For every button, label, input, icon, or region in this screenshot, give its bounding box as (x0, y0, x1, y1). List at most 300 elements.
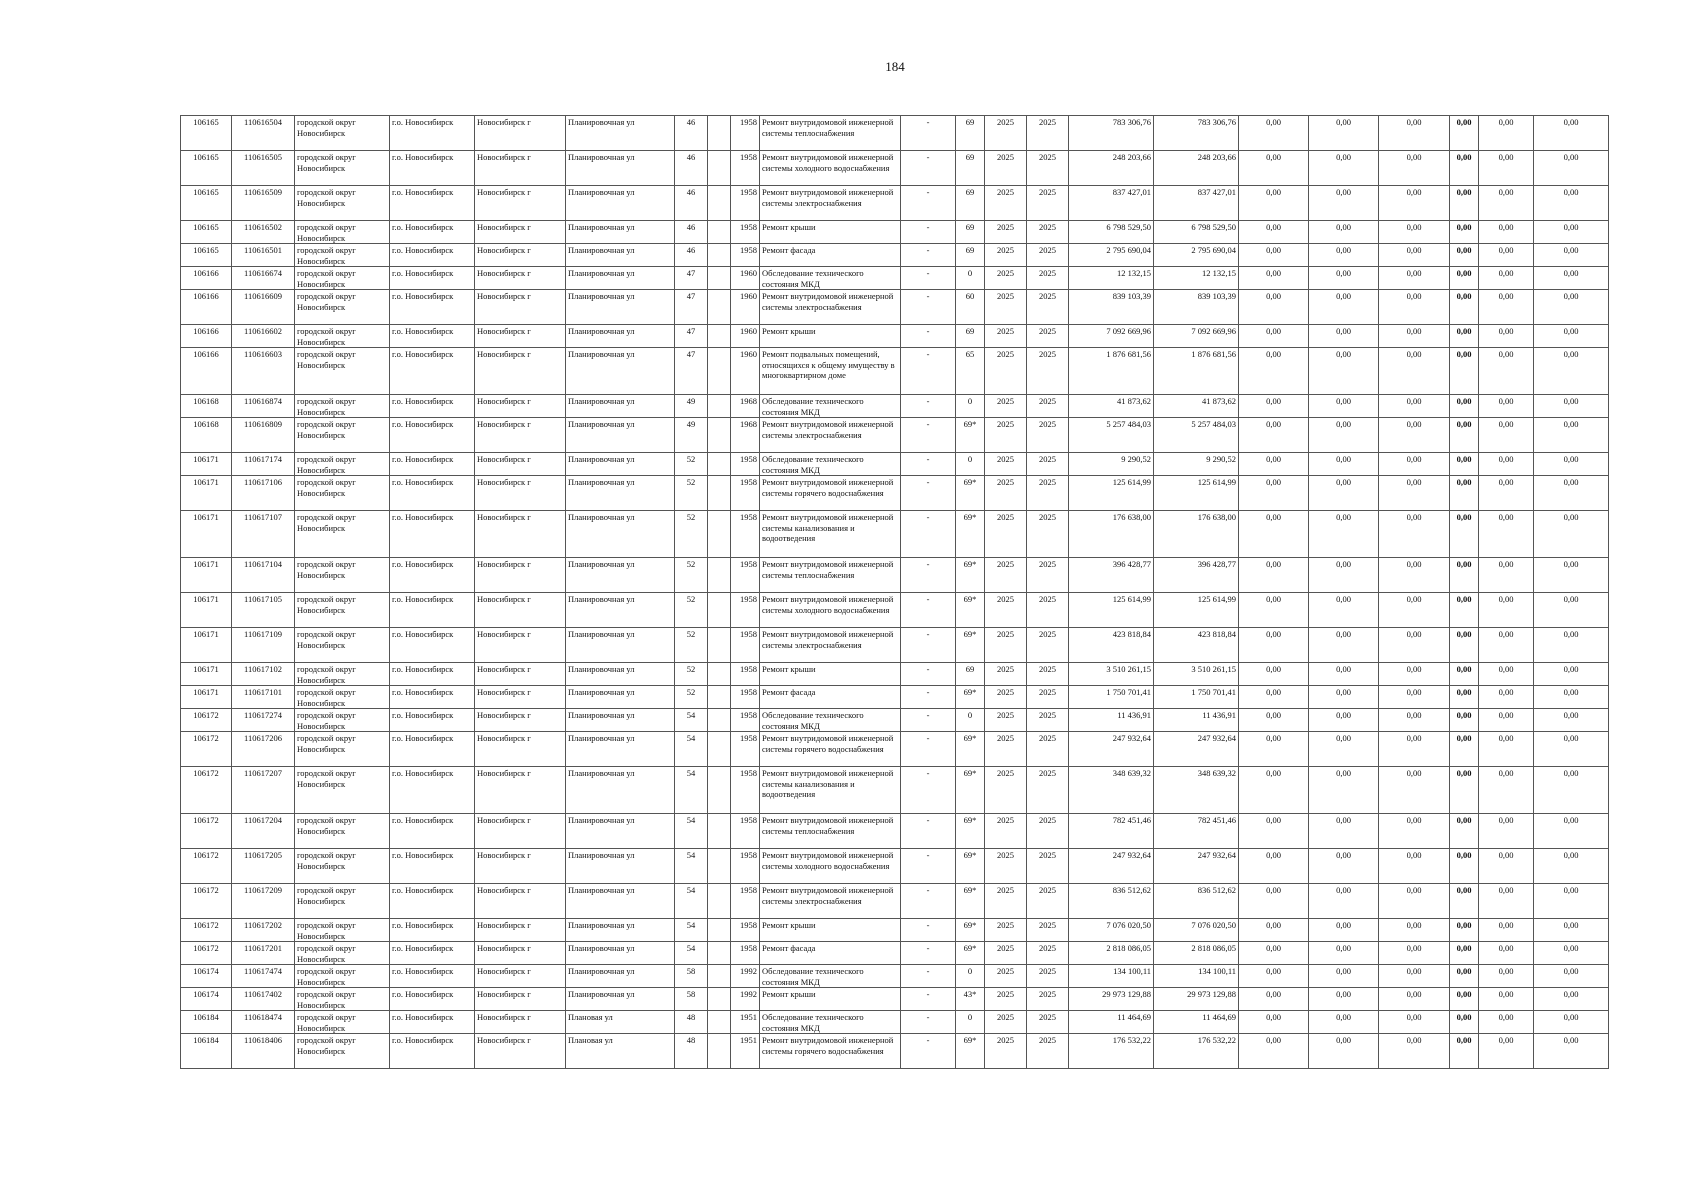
cell-work-type: Ремонт крыши (760, 919, 901, 942)
cell-value-6: 0,00 (1534, 732, 1609, 767)
cell-value-1: 0,00 (1239, 593, 1309, 628)
cell-dash: - (901, 186, 956, 221)
cell-fund-cost: 41 873,62 (1154, 395, 1239, 418)
cell-build-year: 1960 (731, 290, 760, 325)
cell-house-number: 47 (675, 290, 708, 325)
cell-district: г.о. Новосибирск (390, 709, 475, 732)
cell-build-year: 1958 (731, 511, 760, 558)
cell-fund-cost: 125 614,99 (1154, 593, 1239, 628)
cell-value-4: 0,00 (1450, 418, 1479, 453)
table-row (181, 1011, 1609, 1034)
cell-city: Новосибирск г (475, 965, 566, 988)
cell-work-code: 110617205 (232, 849, 295, 884)
cell-municipality: городской округ Новосибирск (295, 965, 390, 988)
cell-year-start: 2025 (985, 325, 1027, 348)
cell-building (708, 290, 731, 325)
cell-build-year: 1958 (731, 814, 760, 849)
cell-municipality: городской округ Новосибирск (295, 290, 390, 325)
cell-fund-cost: 1 876 681,56 (1154, 348, 1239, 395)
cell-value-6: 0,00 (1534, 884, 1609, 919)
cell-total-cost: 134 100,11 (1069, 965, 1154, 988)
cell-house-id: 106165 (181, 116, 232, 151)
cell-build-year: 1958 (731, 558, 760, 593)
cell-year-end: 2025 (1027, 511, 1069, 558)
cell-build-year: 1958 (731, 663, 760, 686)
cell-norm: 69 (956, 221, 985, 244)
cell-value-5: 0,00 (1479, 151, 1534, 186)
cell-work-type: Обследование технического состояния МКД (760, 267, 901, 290)
cell-total-cost: 2 818 086,05 (1069, 942, 1154, 965)
cell-dash: - (901, 476, 956, 511)
cell-city: Новосибирск г (475, 884, 566, 919)
cell-year-start: 2025 (985, 395, 1027, 418)
table-row (181, 151, 1609, 186)
cell-fund-cost: 12 132,15 (1154, 267, 1239, 290)
cell-city: Новосибирск г (475, 593, 566, 628)
cell-value-5: 0,00 (1479, 1011, 1534, 1034)
cell-house-number: 52 (675, 686, 708, 709)
cell-city: Новосибирск г (475, 221, 566, 244)
cell-street: Планировочная ул (566, 511, 675, 558)
cell-dash: - (901, 849, 956, 884)
cell-norm: 0 (956, 453, 985, 476)
cell-work-type: Ремонт подвальных помещений, относящихся к общему имуществу в многоквартирном доме (760, 348, 901, 395)
cell-house-id: 106172 (181, 849, 232, 884)
cell-city: Новосибирск г (475, 244, 566, 267)
cell-build-year: 1958 (731, 732, 760, 767)
cell-street: Планировочная ул (566, 942, 675, 965)
cell-house-number: 54 (675, 732, 708, 767)
cell-fund-cost: 2 818 086,05 (1154, 942, 1239, 965)
cell-value-2: 0,00 (1309, 686, 1379, 709)
cell-build-year: 1958 (731, 116, 760, 151)
cell-year-end: 2025 (1027, 244, 1069, 267)
cell-value-3: 0,00 (1379, 453, 1450, 476)
cell-value-4: 0,00 (1450, 267, 1479, 290)
cell-value-4: 0,00 (1450, 628, 1479, 663)
cell-value-4: 0,00 (1450, 663, 1479, 686)
cell-build-year: 1958 (731, 476, 760, 511)
cell-municipality: городской округ Новосибирск (295, 267, 390, 290)
cell-fund-cost: 837 427,01 (1154, 186, 1239, 221)
cell-work-type: Ремонт внутридомовой инженерной системы теплоснабжения (760, 558, 901, 593)
cell-district: г.о. Новосибирск (390, 919, 475, 942)
cell-year-end: 2025 (1027, 186, 1069, 221)
cell-value-3: 0,00 (1379, 849, 1450, 884)
cell-street: Планировочная ул (566, 709, 675, 732)
cell-dash: - (901, 1011, 956, 1034)
cell-value-1: 0,00 (1239, 348, 1309, 395)
cell-work-type: Ремонт внутридомовой инженерной системы горячего водоснабжения (760, 732, 901, 767)
cell-value-3: 0,00 (1379, 1034, 1450, 1069)
cell-value-1: 0,00 (1239, 511, 1309, 558)
cell-value-5: 0,00 (1479, 709, 1534, 732)
cell-work-type: Ремонт внутридомовой инженерной системы электроснабжения (760, 418, 901, 453)
table-row (181, 767, 1609, 814)
cell-house-id: 106165 (181, 186, 232, 221)
cell-dash: - (901, 1034, 956, 1069)
cell-district: г.о. Новосибирск (390, 558, 475, 593)
cell-building (708, 116, 731, 151)
cell-municipality: городской округ Новосибирск (295, 628, 390, 663)
cell-year-start: 2025 (985, 709, 1027, 732)
cell-total-cost: 1 876 681,56 (1069, 348, 1154, 395)
cell-city: Новосибирск г (475, 709, 566, 732)
cell-work-code: 110616502 (232, 221, 295, 244)
cell-year-end: 2025 (1027, 593, 1069, 628)
cell-building (708, 849, 731, 884)
cell-building (708, 221, 731, 244)
cell-value-2: 0,00 (1309, 732, 1379, 767)
cell-value-5: 0,00 (1479, 732, 1534, 767)
cell-value-2: 0,00 (1309, 767, 1379, 814)
table-row (181, 814, 1609, 849)
cell-street: Планировочная ул (566, 221, 675, 244)
cell-value-1: 0,00 (1239, 116, 1309, 151)
cell-street: Планировочная ул (566, 919, 675, 942)
cell-year-start: 2025 (985, 942, 1027, 965)
cell-house-id: 106165 (181, 244, 232, 267)
cell-year-start: 2025 (985, 244, 1027, 267)
cell-total-cost: 176 638,00 (1069, 511, 1154, 558)
cell-year-end: 2025 (1027, 663, 1069, 686)
cell-district: г.о. Новосибирск (390, 395, 475, 418)
cell-building (708, 628, 731, 663)
cell-year-end: 2025 (1027, 476, 1069, 511)
cell-house-number: 47 (675, 325, 708, 348)
cell-value-1: 0,00 (1239, 884, 1309, 919)
cell-municipality: городской округ Новосибирск (295, 942, 390, 965)
cell-norm: 69* (956, 814, 985, 849)
cell-norm: 69* (956, 628, 985, 663)
cell-city: Новосибирск г (475, 628, 566, 663)
cell-district: г.о. Новосибирск (390, 942, 475, 965)
table-row (181, 919, 1609, 942)
cell-value-1: 0,00 (1239, 686, 1309, 709)
cell-year-end: 2025 (1027, 965, 1069, 988)
cell-value-6: 0,00 (1534, 348, 1609, 395)
cell-building (708, 151, 731, 186)
cell-city: Новосибирск г (475, 151, 566, 186)
cell-street: Планировочная ул (566, 558, 675, 593)
cell-house-number: 58 (675, 988, 708, 1011)
cell-norm: 69* (956, 942, 985, 965)
cell-house-id: 106171 (181, 686, 232, 709)
cell-year-end: 2025 (1027, 686, 1069, 709)
cell-building (708, 593, 731, 628)
cell-value-3: 0,00 (1379, 663, 1450, 686)
cell-city: Новосибирск г (475, 395, 566, 418)
cell-street: Планировочная ул (566, 151, 675, 186)
cell-value-3: 0,00 (1379, 767, 1450, 814)
cell-norm: 69* (956, 686, 985, 709)
table-body (181, 116, 1609, 1069)
cell-house-number: 54 (675, 942, 708, 965)
cell-value-2: 0,00 (1309, 849, 1379, 884)
cell-building (708, 325, 731, 348)
cell-municipality: городской округ Новосибирск (295, 884, 390, 919)
cell-house-number: 47 (675, 267, 708, 290)
cell-year-start: 2025 (985, 767, 1027, 814)
cell-value-2: 0,00 (1309, 267, 1379, 290)
cell-value-2: 0,00 (1309, 418, 1379, 453)
table-row (181, 965, 1609, 988)
cell-value-1: 0,00 (1239, 221, 1309, 244)
cell-street: Планировочная ул (566, 418, 675, 453)
table-row (181, 511, 1609, 558)
cell-municipality: городской округ Новосибирск (295, 1034, 390, 1069)
table-row (181, 709, 1609, 732)
cell-value-1: 0,00 (1239, 988, 1309, 1011)
cell-value-5: 0,00 (1479, 884, 1534, 919)
cell-value-1: 0,00 (1239, 151, 1309, 186)
cell-value-3: 0,00 (1379, 290, 1450, 325)
cell-norm: 69* (956, 1034, 985, 1069)
cell-dash: - (901, 348, 956, 395)
cell-work-code: 110617202 (232, 919, 295, 942)
cell-city: Новосибирск г (475, 290, 566, 325)
cell-value-6: 0,00 (1534, 418, 1609, 453)
cell-work-type: Обследование технического состояния МКД (760, 709, 901, 732)
cell-norm: 69 (956, 186, 985, 221)
cell-year-end: 2025 (1027, 709, 1069, 732)
cell-value-4: 0,00 (1450, 767, 1479, 814)
cell-build-year: 1951 (731, 1011, 760, 1034)
cell-value-4: 0,00 (1450, 849, 1479, 884)
cell-dash: - (901, 558, 956, 593)
cell-work-code: 110617201 (232, 942, 295, 965)
cell-fund-cost: 2 795 690,04 (1154, 244, 1239, 267)
cell-house-number: 52 (675, 663, 708, 686)
cell-norm: 65 (956, 348, 985, 395)
cell-total-cost: 29 973 129,88 (1069, 988, 1154, 1011)
cell-value-4: 0,00 (1450, 325, 1479, 348)
capital-repair-table-container (180, 115, 1608, 1069)
cell-work-type: Ремонт внутридомовой инженерной системы электроснабжения (760, 290, 901, 325)
cell-work-code: 110617174 (232, 453, 295, 476)
cell-dash: - (901, 593, 956, 628)
cell-value-3: 0,00 (1379, 476, 1450, 511)
cell-value-4: 0,00 (1450, 686, 1479, 709)
cell-building (708, 267, 731, 290)
cell-value-6: 0,00 (1534, 151, 1609, 186)
cell-fund-cost: 247 932,64 (1154, 732, 1239, 767)
cell-building (708, 663, 731, 686)
cell-value-2: 0,00 (1309, 244, 1379, 267)
cell-work-type: Ремонт внутридомовой инженерной системы холодного водоснабжения (760, 593, 901, 628)
cell-house-id: 106166 (181, 290, 232, 325)
cell-value-1: 0,00 (1239, 1011, 1309, 1034)
cell-dash: - (901, 686, 956, 709)
cell-building (708, 767, 731, 814)
cell-value-6: 0,00 (1534, 244, 1609, 267)
cell-municipality: городской округ Новосибирск (295, 919, 390, 942)
cell-value-2: 0,00 (1309, 476, 1379, 511)
cell-norm: 0 (956, 965, 985, 988)
cell-fund-cost: 7 092 669,96 (1154, 325, 1239, 348)
cell-value-1: 0,00 (1239, 476, 1309, 511)
cell-city: Новосибирск г (475, 814, 566, 849)
cell-total-cost: 125 614,99 (1069, 476, 1154, 511)
cell-norm: 69 (956, 325, 985, 348)
cell-dash: - (901, 325, 956, 348)
cell-house-id: 106165 (181, 151, 232, 186)
page-number: 184 (885, 59, 905, 74)
cell-value-5: 0,00 (1479, 348, 1534, 395)
cell-value-5: 0,00 (1479, 325, 1534, 348)
cell-street: Планировочная ул (566, 267, 675, 290)
cell-city: Новосибирск г (475, 663, 566, 686)
cell-work-code: 110617402 (232, 988, 295, 1011)
cell-municipality: городской округ Новосибирск (295, 348, 390, 395)
cell-value-5: 0,00 (1479, 965, 1534, 988)
cell-house-id: 106168 (181, 395, 232, 418)
cell-value-2: 0,00 (1309, 453, 1379, 476)
cell-district: г.о. Новосибирск (390, 244, 475, 267)
cell-total-cost: 11 464,69 (1069, 1011, 1154, 1034)
cell-fund-cost: 396 428,77 (1154, 558, 1239, 593)
cell-city: Новосибирск г (475, 453, 566, 476)
cell-work-code: 110618406 (232, 1034, 295, 1069)
cell-value-5: 0,00 (1479, 558, 1534, 593)
cell-total-cost: 2 795 690,04 (1069, 244, 1154, 267)
cell-work-type: Ремонт крыши (760, 221, 901, 244)
cell-value-1: 0,00 (1239, 186, 1309, 221)
cell-work-code: 110616505 (232, 151, 295, 186)
cell-value-6: 0,00 (1534, 663, 1609, 686)
cell-norm: 0 (956, 1011, 985, 1034)
cell-house-number: 48 (675, 1011, 708, 1034)
cell-value-2: 0,00 (1309, 511, 1379, 558)
cell-build-year: 1960 (731, 348, 760, 395)
table-row (181, 395, 1609, 418)
cell-value-6: 0,00 (1534, 919, 1609, 942)
cell-fund-cost: 3 510 261,15 (1154, 663, 1239, 686)
cell-house-number: 48 (675, 1034, 708, 1069)
cell-building (708, 418, 731, 453)
cell-value-5: 0,00 (1479, 919, 1534, 942)
cell-norm: 69 (956, 663, 985, 686)
cell-value-6: 0,00 (1534, 186, 1609, 221)
cell-total-cost: 7 076 020,50 (1069, 919, 1154, 942)
cell-city: Новосибирск г (475, 476, 566, 511)
cell-value-6: 0,00 (1534, 709, 1609, 732)
table-row (181, 628, 1609, 663)
cell-total-cost: 839 103,39 (1069, 290, 1154, 325)
cell-value-5: 0,00 (1479, 476, 1534, 511)
cell-year-end: 2025 (1027, 116, 1069, 151)
cell-value-2: 0,00 (1309, 151, 1379, 186)
cell-build-year: 1958 (731, 628, 760, 663)
cell-municipality: городской округ Новосибирск (295, 221, 390, 244)
cell-total-cost: 7 092 669,96 (1069, 325, 1154, 348)
cell-work-type: Ремонт крыши (760, 663, 901, 686)
cell-year-start: 2025 (985, 686, 1027, 709)
cell-municipality: городской округ Новосибирск (295, 663, 390, 686)
cell-value-3: 0,00 (1379, 186, 1450, 221)
cell-value-5: 0,00 (1479, 511, 1534, 558)
cell-fund-cost: 836 512,62 (1154, 884, 1239, 919)
cell-total-cost: 125 614,99 (1069, 593, 1154, 628)
cell-value-5: 0,00 (1479, 395, 1534, 418)
cell-building (708, 988, 731, 1011)
cell-year-start: 2025 (985, 593, 1027, 628)
cell-dash: - (901, 814, 956, 849)
cell-dash: - (901, 663, 956, 686)
cell-value-4: 0,00 (1450, 244, 1479, 267)
cell-fund-cost: 11 436,91 (1154, 709, 1239, 732)
cell-value-1: 0,00 (1239, 942, 1309, 965)
cell-work-code: 110616501 (232, 244, 295, 267)
cell-work-type: Ремонт внутридомовой инженерной системы горячего водоснабжения (760, 476, 901, 511)
table-row (181, 476, 1609, 511)
cell-dash: - (901, 244, 956, 267)
cell-house-id: 106166 (181, 325, 232, 348)
cell-city: Новосибирск г (475, 1011, 566, 1034)
cell-work-code: 110616874 (232, 395, 295, 418)
cell-year-start: 2025 (985, 628, 1027, 663)
table-row (181, 221, 1609, 244)
cell-municipality: городской округ Новосибирск (295, 593, 390, 628)
cell-work-type: Обследование технического состояния МКД (760, 395, 901, 418)
cell-house-id: 106172 (181, 814, 232, 849)
cell-house-number: 49 (675, 418, 708, 453)
cell-value-4: 0,00 (1450, 511, 1479, 558)
cell-year-end: 2025 (1027, 325, 1069, 348)
cell-house-id: 106166 (181, 267, 232, 290)
cell-municipality: городской округ Новосибирск (295, 732, 390, 767)
cell-district: г.о. Новосибирск (390, 348, 475, 395)
table-row (181, 558, 1609, 593)
cell-build-year: 1958 (731, 942, 760, 965)
cell-value-3: 0,00 (1379, 732, 1450, 767)
cell-house-number: 52 (675, 476, 708, 511)
cell-value-2: 0,00 (1309, 942, 1379, 965)
table-row (181, 325, 1609, 348)
cell-house-id: 106165 (181, 221, 232, 244)
cell-building (708, 511, 731, 558)
cell-district: г.о. Новосибирск (390, 453, 475, 476)
cell-value-2: 0,00 (1309, 186, 1379, 221)
cell-value-1: 0,00 (1239, 290, 1309, 325)
cell-year-end: 2025 (1027, 453, 1069, 476)
cell-value-3: 0,00 (1379, 511, 1450, 558)
table-row (181, 593, 1609, 628)
cell-value-6: 0,00 (1534, 767, 1609, 814)
cell-house-id: 106171 (181, 453, 232, 476)
cell-norm: 69* (956, 593, 985, 628)
cell-value-3: 0,00 (1379, 686, 1450, 709)
cell-value-2: 0,00 (1309, 884, 1379, 919)
cell-build-year: 1958 (731, 709, 760, 732)
cell-build-year: 1958 (731, 186, 760, 221)
cell-city: Новосибирск г (475, 988, 566, 1011)
cell-house-id: 106174 (181, 965, 232, 988)
cell-fund-cost: 247 932,64 (1154, 849, 1239, 884)
cell-dash: - (901, 919, 956, 942)
cell-city: Новосибирск г (475, 418, 566, 453)
cell-value-4: 0,00 (1450, 558, 1479, 593)
cell-norm: 60 (956, 290, 985, 325)
cell-value-4: 0,00 (1450, 221, 1479, 244)
cell-house-number: 52 (675, 593, 708, 628)
cell-year-end: 2025 (1027, 732, 1069, 767)
cell-district: г.о. Новосибирск (390, 267, 475, 290)
table-row (181, 663, 1609, 686)
cell-value-5: 0,00 (1479, 663, 1534, 686)
cell-norm: 69* (956, 884, 985, 919)
cell-value-1: 0,00 (1239, 453, 1309, 476)
